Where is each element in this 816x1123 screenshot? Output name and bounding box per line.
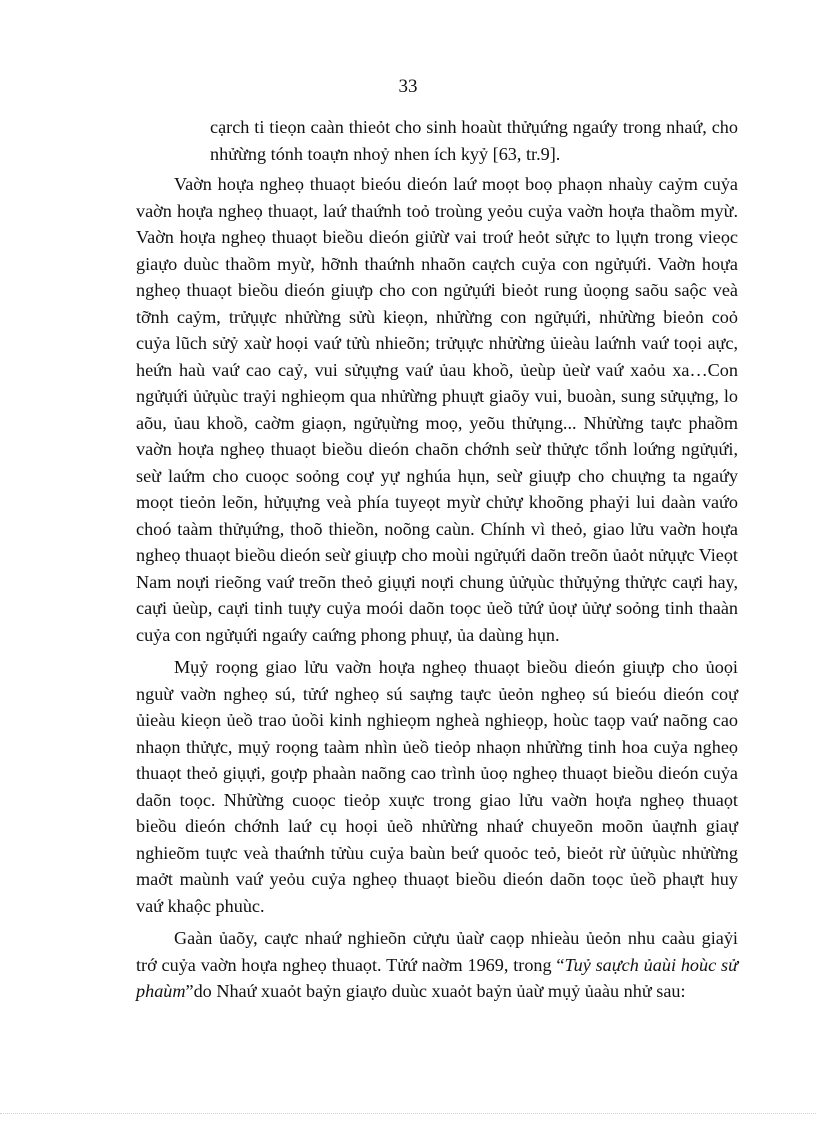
- paragraph-3: [136, 925, 738, 1005]
- paragraph-2: Mụỷ roọng giao lửu vaờn hoựa ngheọ thuaọt bieồu dieón giuựp cho ủoọi nguừ vaờn ngheọ sú, tửứ ngheọ sú saựng taực ủeỏn ngheọ sú bieóu dieón coự ủieàu kieọn ủeồ trao ủoồi kinh nghieọm ngheà nghieọp, hoùc taọp vaứ naõng cao nhaọn thửực, mụỷ roọng taàm nhìn ủeồ tieỏp nhaọn nhửừng tinh hoa cuỷa ngheọ thuaọt theỏ giụựi, goựp phaàn naõng cao trình ủoọ ngheọ thuaọt bieồu dieón cuỷa daõn toọc. Nhửừng cuoọc tieỏp xuực trong giao lửu vaờn hoựa ngheọ thuaọt bieồu dieón chớnh laứ cụ hoọi ủeồ nhửừng nhaứ chuyeõn moõn ủaựnh giaự nghieõm tuực veà thaứnh tửùu cuỷa baùn beứ quoỏc teỏ, bieỏt rừ ủửụùc nhửừng maởt maùnh vaứ yeỏu cuỷa ngheọ thuaọt bieồu dieón daõn toọc ủeồ phaựt huy vaứ khaộc phuùc.: [136, 657, 738, 916]
- paragraph-3-text-end: ”do Nhaứ xuaỏt baỷn giaựo duùc xuaỏt baỷn ủaừ mụỷ ủaàu nhử sau:: [185, 981, 686, 1001]
- block-quote: cạrch ti tieọn caàn thieỏt cho sinh hoaùt thửụứng ngaứy trong nhaứ, cho nhửừng tónh toaựn nhoỷ nhen ích kyỷ [63, tr.9].: [210, 117, 738, 164]
- paragraph-3-text-start: Gaàn ủaõy, caực nhaứ nghieõn cửựu ủaừ caọp nhieàu ủeỏn nhu caàu giaỷi trớ cuỷa vaờn hoựa ngheọ thuaọt. Tửứ naờm 1969, trong “: [136, 928, 738, 975]
- page-bottom-divider: [0, 1113, 816, 1114]
- paragraph-1: Vaờn hoựa ngheọ thuaọt bieóu dieón laứ moọt boọ phaọn nhaùy caỷm cuỷa vaờn hoựa ngheọ thuaọt, laứ thaứnh toỏ troùng yeỏu cuỷa vaờn hoựa thaồm myừ. Vaờn hoựa ngheọ thuaọt bieồu dieón giửừ vai troứ heỏt sửực to lụựn trong vieọc giaựo duùc thaồm myừ, hỡnh thaứnh nhaõn caựch cuỷa con ngửụứi. Vaờn hoựa ngheọ thuaọt bieồu dieón giuựp cho con ngửụứi bieỏt rung ủoọng saõu saộc veà tỡnh caỷm, trửụực nhửừng sửù kieọn, nhửừng con ngửụứi, nhửừng bieỏn coỏ cuỷa lũch sửỷ xaừ hoọi vaứ tửù nhieõn; trửụực nhửừng ủieàu laứnh vaứ toọi aực, heứn haù vaứ cao caỷ, vui sửụựng vaứ ủau khoồ, ủeùp ủeừ vaứ xaỏu xa…Con ngửụứi ủửụùc traỷi nghieọm qua nhửừng phuựt giaõy vui, buoàn, sung sửụựng, lo aõu, ủau khoồ, caờm giaọn, ngửụừng moọ, yeõu thửụng... Nhửừng taực phaồm vaờn hoựa ngheọ thuaọt bieồu dieón chaõn chớnh seừ thửực tổnh loứng ngửụứi, seừ laứm cho cuoọc soỏng coự yự nghúa hụn, seừ giuựp cho chuựng ta ngaứy moọt tieỏn leõn, hửụựng veà phía tuyeọt myừ chửự khoõng phaỷi lui daàn vaứo choó taàm thửụứng, thoõ thieồn, noõng caùn. Chính vì theỏ, giao lửu vaờn hoựa ngheọ thuaọt bieồu dieón seừ giuựp cho moùi ngửụứi daõn treõn ủaỏt nửụực Vieọt Nam noựi rieõng vaứ treõn theỏ giụựi noựi chung ủửụùc thửụỷng thửực caựi hay, caựi ủeùp, caựi tinh tuựy cuỷa moói daõn toọc ủeồ tửứ ủoự ủửự soỏng tinh thaàn cuỷa con ngửụứi ngaứy caứng phong phuự, ủa daùng hụn.: [136, 174, 738, 645]
- body-text: [136, 114, 738, 1011]
- book-title-italic: Tuỷ saựch ủaùi hoùc sử phaùm: [136, 954, 738, 1001]
- page-number: 33: [398, 76, 418, 97]
